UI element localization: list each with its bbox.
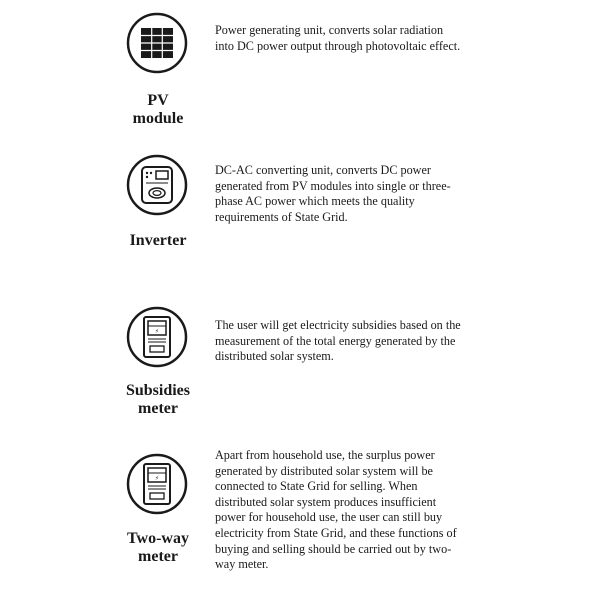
electricity-meter-icon — [126, 453, 188, 515]
svg-text:⚡: ⚡ — [154, 328, 160, 335]
inverter-icon — [126, 154, 188, 216]
component-label — [110, 382, 206, 418]
component-label — [110, 92, 206, 128]
label-line-1: Inverter — [129, 232, 187, 249]
label-line-2: meter — [138, 400, 178, 417]
electricity-meter-icon — [126, 306, 188, 368]
label-line-1: Subsidies — [125, 382, 191, 399]
component-description: The user will get electricity subsidies based on the measurement of the total energy generated by the distributed solar system. — [215, 318, 461, 364]
component-description: DC-AC converting unit, converts DC power generated from PV modules into single or three-phase AC power which meets the quality requirements of State Grid. — [215, 163, 451, 224]
solar-panel-icon — [126, 12, 188, 74]
svg-text:⚡: ⚡ — [154, 475, 160, 482]
component-label — [110, 530, 206, 566]
component-description: Power generating unit, converts solar radiation into DC power output through photovoltaic effect. — [215, 23, 461, 53]
component-description: Apart from household use, the surplus power generated by distributed solar system will be connected to State Grid for selling. When distributed solar system produces insufficient power for household use, the user can still buy electricity from State Grid, and these functions of buying and selling should be carried out by two-way meter. — [215, 448, 457, 572]
label-line-1: PV — [147, 92, 169, 109]
component-label — [110, 232, 206, 250]
label-line-2: meter — [138, 548, 178, 565]
label-line-1: Two-way — [127, 530, 189, 547]
label-line-2: module — [132, 110, 184, 127]
